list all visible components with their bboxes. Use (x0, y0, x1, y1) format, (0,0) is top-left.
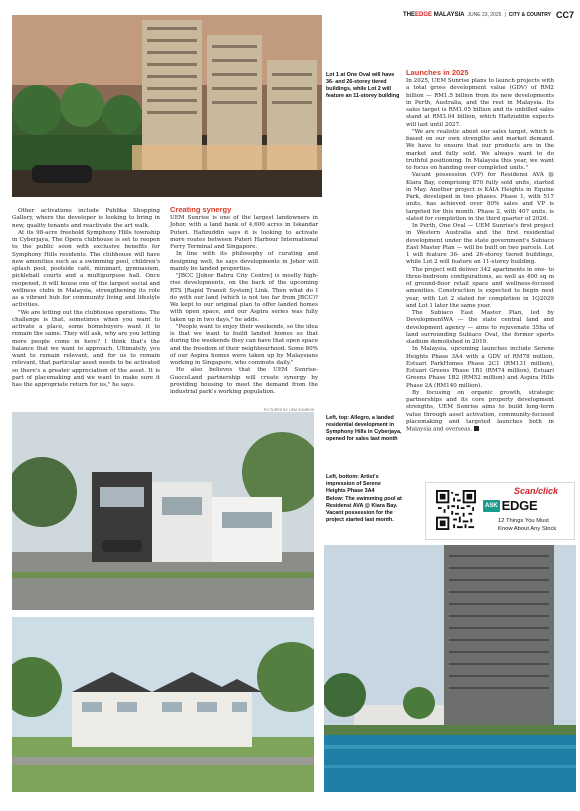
caption-one-oval: Lot 1 at One Oval will have 36- and 26-storey tiered buildings, while Lot 2 will feature an 11-storey building (326, 72, 400, 99)
section-name: CITY & COUNTRY (508, 12, 551, 18)
paragraph: In Malaysia, upcoming launches include Serene Heights Phase 3A4 with a GDV of RM78 million, Estuari ParkHomes Phase 2C1 (RM131 million), Estuari Greens Phase 1B1 (RM74 million), Estuari Greens Phase 1B2 (RM52 million) and Aspira Hills Phase 2A (RM140 million). (406, 346, 554, 389)
caption-allegro: Left, top: Allegro, a landed residential development in Symphony Hills in Cyberjaya, opened for sales last month (326, 415, 402, 442)
one-oval-photo (12, 15, 322, 197)
ad-tagline-1: 12 Things You Must (498, 518, 549, 524)
paragraph: "People want to enjoy their weekends, so the idea is that we want to build landed homes so that during the weekends they can have that open space and the freedom of their neighbourhood. Some 80% of our Aspira homes were taken up by Malaysians working in Singapore, who commute daily." (170, 323, 318, 366)
serene-heights-photo (12, 617, 314, 792)
paragraph: In line with its philosophy of curating and designing well, he says developments in Johor will mainly be landed properties. (170, 251, 318, 272)
page-number: CC7 (555, 10, 574, 20)
residensi-ava-pool-photo (324, 545, 576, 792)
article-column-3 (406, 68, 554, 434)
paragraph: "JBCC [Johor Bahru City Centre] is mostly high-rise developments, on the back of the upcoming RTS [Rapid Transit System] Link. Then what do I do with our land (which is not too far from JBCC)? We kept to our original plan to offer landed homes with open space, and our Aspira series was fully taken up in two days," he adds. (170, 273, 318, 323)
article-column-2 (170, 205, 318, 396)
paragraph: He also believes that the UEM Sunrise-GuocoLand partnership will create synergy by providing housing to meet the demand from the industrial park's working population. (170, 367, 318, 395)
paragraph: "We are letting out the clubhouse operations. The challenge is that, sometimes when you want to activate a place, some homebuyers want it to remain the same. They will ask, why are you letting more people come in here? I think that's the balance that we want to approach. Ultimately, you want to remain relevant, and for us to remain relevant, that particular asset needs to be activated so there's a greater appreciation of the asset. It is part of placemaking and we want to make sure it has the appropriate return for us," he says. (12, 309, 160, 388)
article-column-1 (12, 208, 160, 389)
qr-code-icon[interactable] (436, 490, 476, 530)
caption-serene-heights: Left, bottom: Artist's impression of Serene Heights Phase 3A4 (326, 474, 381, 494)
paragraph: UEM Sunrise is one of the largest landowners in Johor, with a land bank of 4,600 acres in Iskandar Puteri. Hafizuddin says it is looking to activate more routes between Puteri Harbour International Ferry Terminal and Singapore. (170, 215, 318, 250)
caption-residensi-ava: Below: The swimming pool at Residensi AVA @ Kiara Bay. Vacant possession for the project started last month. (326, 496, 402, 523)
subheading-launches-2025: Launches in 2025 (406, 68, 469, 77)
ad-tagline-2: Know About Any Stock (498, 526, 557, 532)
paragraph: By focusing on organic growth, strategic partnerships and its core property development strengths, UEM Sunrise aims to build long-term value through asset activation, community-focused placemaking and targeted launches both in Malaysia and overseas. (406, 389, 554, 433)
masthead-logo: THEEDGE MALAYSIA (403, 12, 465, 18)
issue-date: JUNE 23, 2025 (467, 12, 502, 18)
allegro-photo (12, 412, 314, 610)
ask-edge-logo: ASK EDGE (485, 498, 538, 513)
paragraph: In 2025, UEM Sunrise plans to launch projects with a total gross development value (GDV) of RM2 billion — RM1.5 billion from its new developments in Perth, Australia, and the rest in Malaysia. Its sales target is RM1.05 billion and its unbilled sales stand at RM3.04 billion, which Hafizuddin expects will last until 2027. (406, 78, 554, 128)
paragraph: The Subiaco East Master Plan, led by DevelopmentWA — the state central land and development agency — aims to rejuvenate 35ha of land surrounding Subiaco Oval, the former sports stadium demolished in 2019. (406, 310, 554, 345)
paragraph: The project will deliver 342 apartments in one- to three-bedroom configurations, as well as 400 sq m of ground-floor retail space and wellness-focused amenities. Construction is expected to begin next year, with Lot 2 slated for completion in 1Q2029 and Lot 1 later the same year. (406, 266, 554, 309)
subheading-creating-synergy: Creating synergy (170, 205, 232, 214)
end-of-story-icon (474, 426, 479, 431)
paragraph: At its 98-acre freehold Symphony Hills township in Cyberjaya, The Opera clubhouse is set to reopen to the public soon with exclusive benefits for Symphony Hills residents. The clubhouse will have new amenities such as a swimming pool, children's splash pool, poolside café, minimart, gymnasium, pickleball courts and a multipurpose hall. Once reopened, it will house one of the largest social and wellness clubs in Malaysia, strengthening its role as a vibrant hub for community living and lifestyle activities. (12, 229, 160, 309)
ask-edge-advert[interactable] (425, 482, 575, 540)
page-header: THEEDGE MALAYSIA JUNE 23, 2025 | CITY & COUNTRY CC7 (403, 10, 574, 20)
photo-credit: PICTURES BY UEM SUNRISE (264, 408, 315, 412)
scan-click-label: Scan/click (514, 486, 559, 496)
paragraph: Vacant possession (VP) for Residensi AVA @ Kiara Bay, comprising 870 fully sold units, started in May. Another project is KAIA Heights in Equine Park, developed in two phases. Phase 1, with 517 units, has achieved over 80% sales and VP is targeted for this month. Phase 2, with 407 units, is slated for completion in the third quarter of 2026. (406, 172, 554, 222)
paragraph: "We are realistic about our sales target, which is based on our own strengths and market demand. We have to ensure that our products are in the market and fully sold. We always want to do truthful positioning. In Malaysia this year, we want to focus on handing over completed units." (406, 128, 554, 171)
paragraph: Other activations include Publika Shopping Gallery, where the developer is looking to bring in new, quality tenants and reactivate the art walk. (12, 208, 160, 229)
paragraph: In Perth, One Oval — UEM Sunrise's first project in Western Australia and the first residential development under the state government's Subiaco East Master Plan — will be built on two parcels. Lot 1 will feature 36- and 26-storey tiered buildings, while Lot 2 will feature an 11-storey building. (406, 223, 554, 266)
